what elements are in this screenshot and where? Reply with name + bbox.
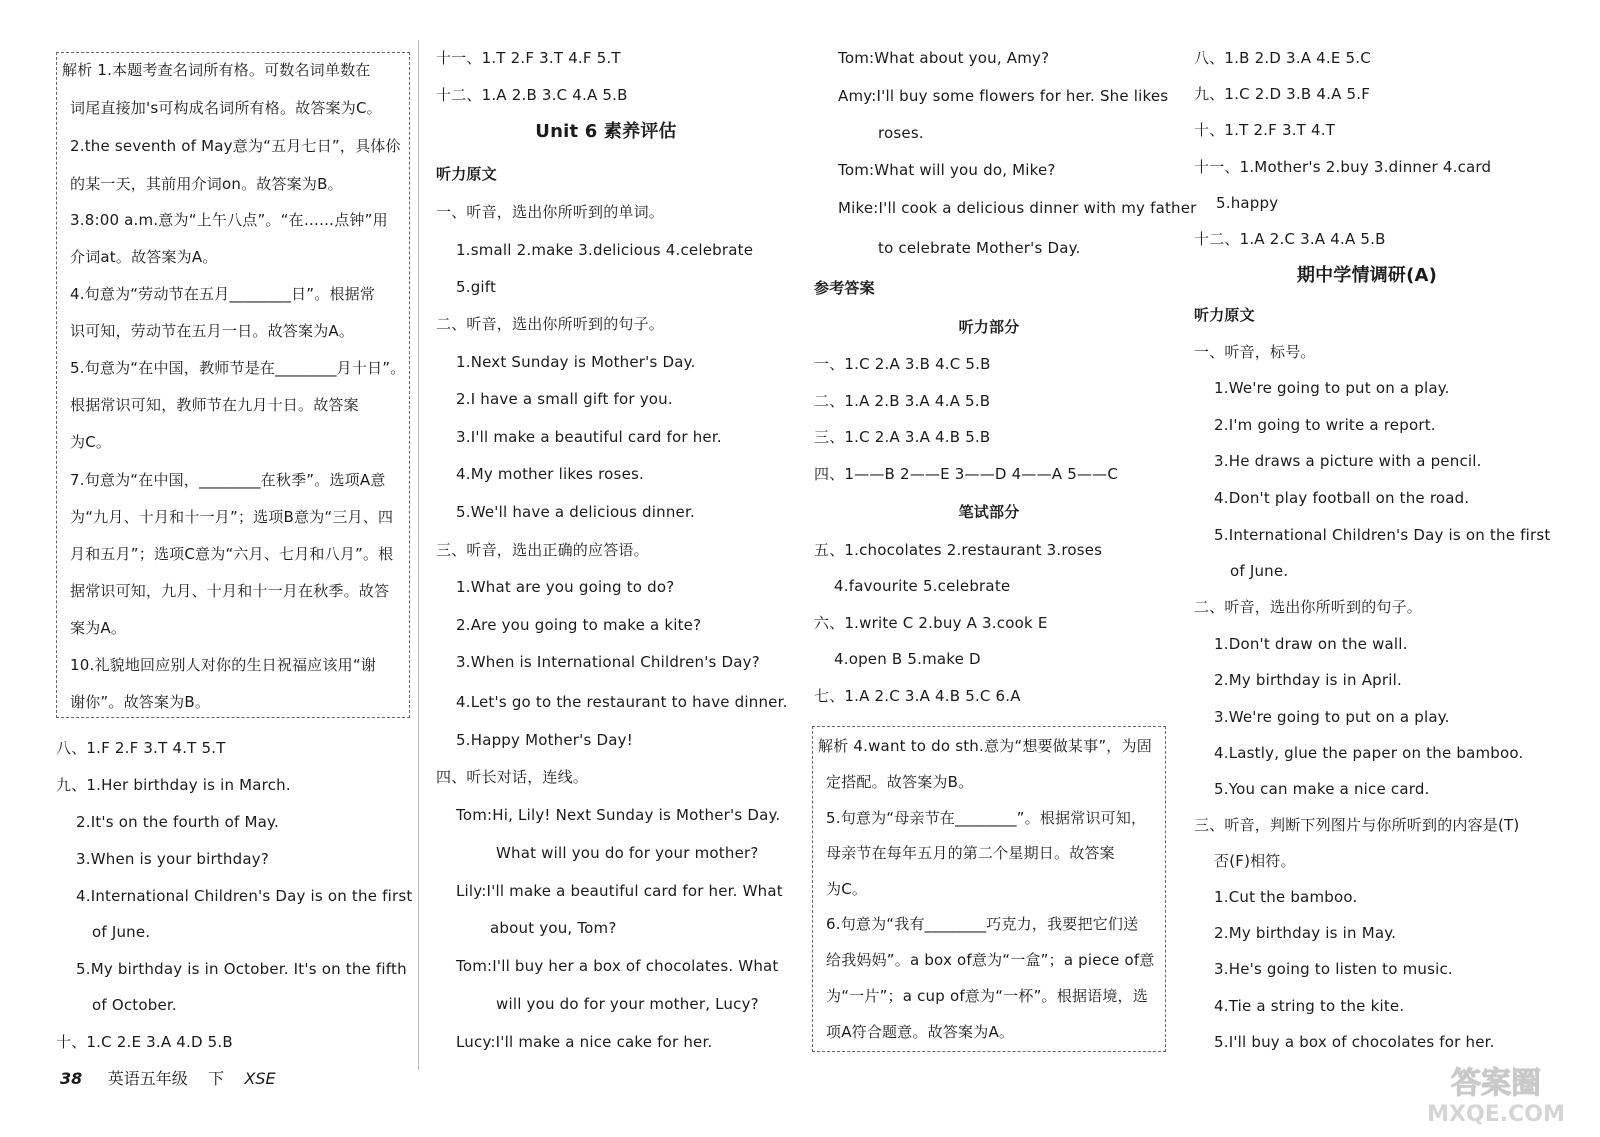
transcript-line: 1.small 2.make 3.delicious 4.celebrate [456, 241, 754, 259]
answers-heading: 参考答案 [814, 279, 875, 297]
explanation-line: 2.the seventh of May意为“五月七日”，具体伱 [70, 137, 401, 155]
explanation-line: 词尾直接加's可构成名词所有格。故答案为C。 [70, 99, 382, 117]
transcript-line: 4.Let's go to the restaurant to have dinner. [456, 693, 788, 711]
transcript-line: 1.Cut the bamboo. [1214, 888, 1358, 906]
explanation-line: 的某一天，其前用介词on。故答案为B。 [70, 175, 343, 193]
explanation-line: 为C。 [70, 433, 112, 451]
answer-line: 十、1.T 2.F 3.T 4.T [1194, 121, 1336, 139]
answer-line: 4.International Children's Day is on the first [76, 887, 413, 905]
transcript-line: 3.When is International Children's Day? [456, 653, 760, 671]
answer-line: 4.favourite 5.celebrate [834, 577, 1011, 595]
answer-line: of June. [92, 923, 151, 941]
section-heading: 听力原文 [1194, 306, 1255, 324]
transcript-line: 1.Next Sunday is Mother's Day. [456, 353, 696, 371]
explanation-line: 母亲节在每年五月的第二个星期日。故答案 [826, 844, 1115, 862]
explanation-line: 为C。 [826, 880, 868, 898]
answer-line: 2.It's on the fourth of May. [76, 813, 279, 831]
transcript-line: 1.We're going to put on a play. [1214, 379, 1450, 397]
transcript-line: 5.gift [456, 278, 497, 296]
answer-line: 5.happy [1216, 194, 1279, 212]
explanation-line: 据常识可知，九月、十月和十一月在秋季。故答 [70, 582, 390, 600]
answer-line: 七、1.A 2.C 3.A 4.B 5.C 6.A [814, 687, 1021, 705]
transcript-line: 一、听音，选出你所听到的单词。 [436, 203, 665, 221]
transcript-line: 2.I'm going to write a report. [1214, 416, 1436, 434]
transcript-line: 1.What are you going to do? [456, 578, 675, 596]
answer-line: 八、1.F 2.F 3.T 4.T 5.T [56, 739, 226, 757]
answer-line: 4.open B 5.make D [834, 650, 981, 668]
transcript-line: Tom:What will you do, Mike? [838, 161, 1056, 179]
explanation-line: 根据常识可知，教师节在九月十日。故答案 [70, 396, 359, 414]
transcript-line: 3.We're going to put on a play. [1214, 708, 1450, 726]
answer-line: 九、1.Her birthday is in March. [56, 776, 291, 794]
transcript-line: will you do for your mother, Lucy? [496, 995, 759, 1013]
answer-line: 十、1.C 2.E 3.A 4.D 5.B [56, 1033, 233, 1051]
transcript-line: 1.Don't draw on the wall. [1214, 635, 1408, 653]
transcript-line: Amy:I'll buy some flowers for her. She likes [838, 87, 1169, 105]
explanation-line: 月和五月”；选项C意为“六月、七月和八月”。根 [70, 545, 394, 563]
explanation-line: 定搭配。故答案为B。 [826, 773, 974, 791]
transcript-line: Lucy:I'll make a nice cake for her. [456, 1033, 713, 1051]
answer-line: 二、1.A 2.B 3.A 4.A 5.B [814, 392, 991, 410]
transcript-line: to celebrate Mother's Day. [878, 239, 1081, 257]
transcript-line: 三、听音，选出正确的应答语。 [436, 541, 649, 559]
transcript-line: of June. [1230, 562, 1289, 580]
transcript-line: 5.I'll buy a box of chocolates for her. [1214, 1033, 1495, 1051]
explanation-line: 5.句意为“在中国，教师节是在________月十日”。 [70, 359, 406, 377]
answer-line: 3.When is your birthday? [76, 850, 269, 868]
transcript-line: Tom:What about you, Amy? [838, 49, 1050, 67]
answer-line: 六、1.write C 2.buy A 3.cook E [814, 614, 1048, 632]
transcript-line: 3.He's going to listen to music. [1214, 960, 1453, 978]
footer-volume: 下 [208, 1069, 225, 1088]
explanation-line: 案为A。 [70, 619, 127, 637]
answer-line: 五、1.chocolates 2.restaurant 3.roses [814, 541, 1103, 559]
transcript-line: 4.Don't play football on the road. [1214, 489, 1470, 507]
explanation-line-label: 解析 4.want to do sth.意为“想要做某事”，为固 [818, 737, 1152, 755]
transcript-line: 3.He draws a picture with a pencil. [1214, 452, 1482, 470]
answer-line: 十二、1.A 2.B 3.C 4.A 5.B [436, 86, 628, 104]
transcript-line: roses. [878, 124, 924, 142]
section-title: 期中学情调研(A) [1296, 265, 1438, 286]
transcript-line: 三、听音，判断下列图片与你所听到的内容是(T) [1194, 816, 1520, 834]
answer-line: 十一、1.Mother's 2.buy 3.dinner 4.card [1194, 158, 1492, 176]
answer-line: 十二、1.A 2.C 3.A 4.A 5.B [1194, 230, 1386, 248]
answer-line: 八、1.B 2.D 3.A 4.E 5.C [1194, 49, 1371, 67]
explanation-line: 5.句意为“母亲节在________”。根据常识可知， [826, 809, 1147, 827]
transcript-line: 3.I'll make a beautiful card for her. [456, 428, 722, 446]
transcript-line: Tom:Hi, Lily! Next Sunday is Mother's Day. [456, 806, 781, 824]
transcript-line: 四、听长对话，连线。 [436, 768, 589, 786]
transcript-line: Tom:I'll buy her a box of chocolates. What [456, 957, 779, 975]
answer-line: 5.My birthday is in October. It's on the fifth [76, 960, 407, 978]
answer-line: of October. [92, 996, 177, 1014]
explanation-line: 识可知，劳动节在五月一日。故答案为A。 [70, 322, 355, 340]
transcript-line: 二、听音，选出你所听到的句子。 [1194, 598, 1423, 616]
explanation-line: 10.礼貌地回应别人对你的生日祝福应该用“谢 [70, 656, 377, 674]
transcript-line: 2.Are you going to make a kite? [456, 616, 702, 634]
transcript-line: 4.Tie a string to the kite. [1214, 997, 1405, 1015]
explanation-line: 7.句意为“在中国，________在秋季”。选项A意 [70, 471, 386, 489]
page-number: 38 [60, 1069, 83, 1088]
explanation-line: 6.句意为“我有________巧克力，我要把它们送 [826, 915, 1139, 933]
transcript-line: Lily:I'll make a beautiful card for her. What [456, 882, 783, 900]
footer-subject: 英语五年级 [107, 1069, 188, 1088]
explanation-line: 3.8:00 a.m.意为“上午八点”。“在……点钟”用 [70, 211, 388, 229]
transcript-line: 4.Lastly, glue the paper on the bamboo. [1214, 744, 1524, 762]
explanation-line: 为“一片”；a cup of意为“一杯”。根据语境，选 [826, 987, 1148, 1005]
transcript-line: about you, Tom? [490, 919, 617, 937]
transcript-line: 5.We'll have a delicious dinner. [456, 503, 695, 521]
transcript-line: 一、听音，标号。 [1194, 343, 1316, 361]
page-footer [60, 1066, 276, 1089]
transcript-line: 2.I have a small gift for you. [456, 390, 673, 408]
watermark-logo [1406, 1057, 1586, 1129]
transcript-line: 否(F)相符。 [1214, 852, 1296, 870]
written-heading: 笔试部分 [958, 503, 1020, 521]
transcript-line: 2.My birthday is in April. [1214, 671, 1402, 689]
transcript-line: 2.My birthday is in May. [1214, 924, 1397, 942]
explanation-line: 给我妈妈”。a box of意为“一盒”；a piece of意 [826, 951, 1155, 969]
answer-line: 一、1.C 2.A 3.B 4.C 5.B [814, 355, 991, 373]
answer-line: 九、1.C 2.D 3.B 4.A 5.F [1194, 85, 1371, 103]
explanation-line: 介词at。故答案为A。 [70, 248, 218, 266]
transcript-line: Mike:I'll cook a delicious dinner with my father [838, 199, 1197, 217]
transcript-line: 二、听音，选出你所听到的句子。 [436, 315, 665, 333]
column-separator [418, 40, 419, 1070]
explanation-line: 为“九月、十月和十一月”；选项B意为“三月、四 [70, 508, 394, 526]
answer-line: 四、1——B 2——E 3——D 4——A 5——C [814, 465, 1119, 483]
transcript-line: 5.You can make a nice card. [1214, 780, 1430, 798]
explanation-line: 谢你”。故答案为B。 [70, 693, 211, 711]
explanation-line: 4.句意为“劳动节在五月________日”。根据常 [70, 285, 376, 303]
section-heading: 听力原文 [436, 165, 497, 183]
listening-heading: 听力部分 [958, 318, 1020, 336]
footer-edition: XSE [244, 1069, 276, 1088]
transcript-line: What will you do for your mother? [496, 844, 759, 862]
transcript-line: 5.Happy Mother's Day! [456, 731, 633, 749]
answer-line: 三、1.C 2.A 3.A 4.B 5.B [814, 428, 991, 446]
transcript-line: 5.International Children's Day is on the first [1214, 526, 1551, 544]
explanation-line-label: 解析 1.本题考查名词所有格。可数名词单数在 [62, 61, 371, 79]
explanation-line: 项A符合题意。故答案为A。 [826, 1023, 1015, 1041]
watermark-bottom: MXQE.COM [1427, 1102, 1565, 1127]
watermark-top: 答案圈 [1451, 1066, 1541, 1101]
section-title: Unit 6 素养评估 [535, 121, 677, 142]
transcript-line: 4.My mother likes roses. [456, 465, 644, 483]
answer-line: 十一、1.T 2.F 3.T 4.F 5.T [436, 49, 621, 67]
